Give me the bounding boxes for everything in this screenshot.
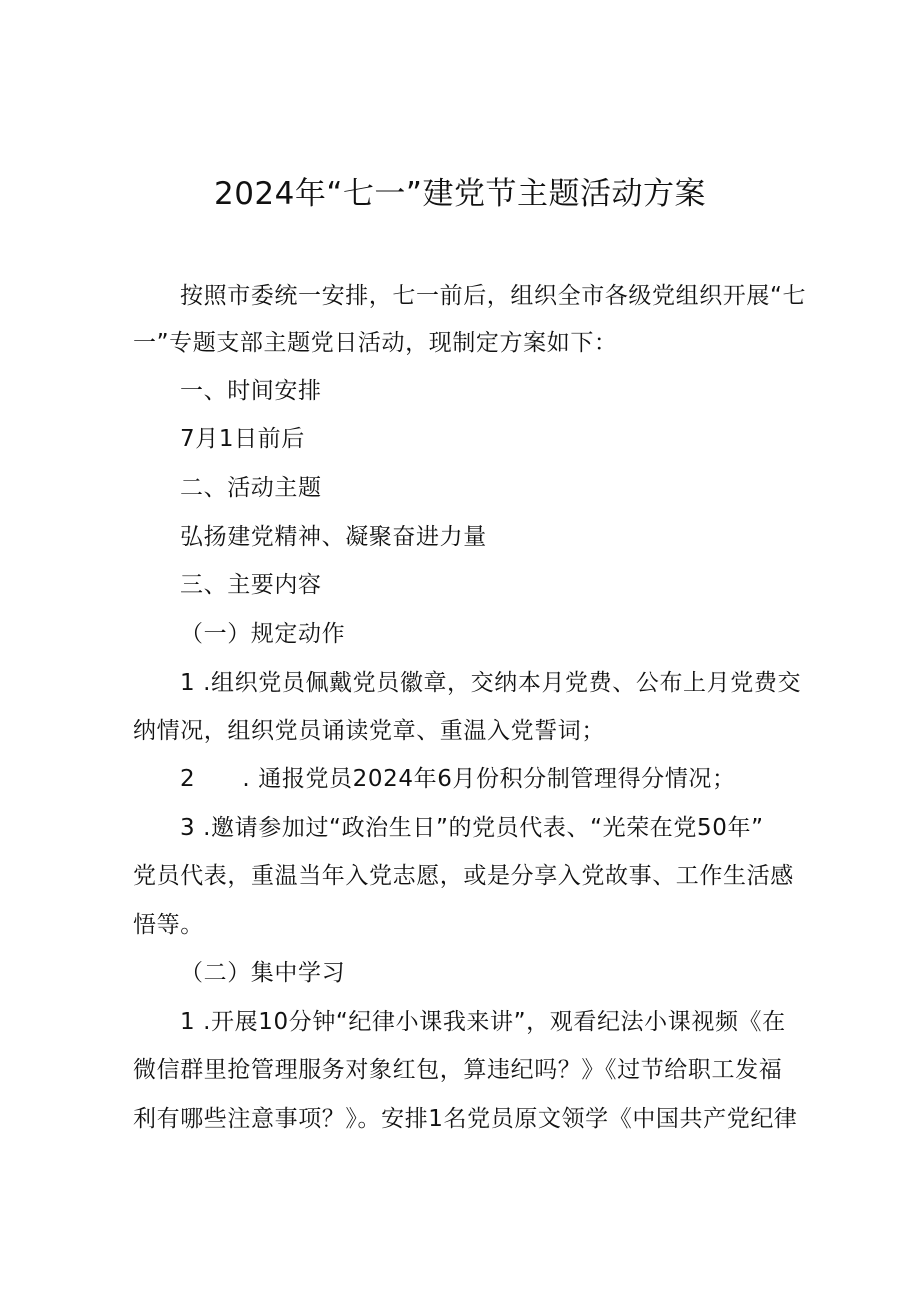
subsection-heading-study: （二）集中学习 [180, 960, 346, 986]
section-heading-content: 三、主要内容 [180, 572, 322, 598]
list-item-line: 纳情况，组织党员诵读党章、重温入党誓词； [133, 718, 605, 744]
list-item-line: 党员代表，重温当年入党志愿，或是分享入党故事、工作生活感 [133, 863, 794, 889]
paragraph-line: 7月1日前后 [180, 426, 305, 452]
list-item-line: 2 . 通报党员2024年6月份积分制管理得分情况； [180, 766, 736, 792]
list-item-line: 微信群里抢管理服务对象红包，算违纪吗？》《过节给职工发福 [133, 1057, 783, 1083]
document-title: 2024年“七一”建党节主题活动方案 [213, 176, 706, 212]
paragraph-line: 按照市委统一安排，七一前后，组织全市各级党组织开展“七 [180, 283, 807, 309]
list-item-line: 利有哪些注意事项？》。安排1名党员原文领学《中国共产党纪律 [133, 1106, 798, 1132]
section-heading-theme: 二、活动主题 [180, 475, 322, 501]
list-item-line: 3 .邀请参加过“政治生日”的党员代表、“光荣在党50年” [180, 815, 764, 841]
list-item-line: 1 .开展10分钟“纪律小课我来讲”，观看纪法小课视频《在 [180, 1009, 786, 1035]
paragraph-line: 弘扬建党精神、凝聚奋进力量 [180, 524, 487, 550]
list-item-line: 悟等。 [133, 912, 204, 938]
section-heading-time: 一、时间安排 [180, 378, 322, 404]
list-item-line: 1 .组织党员佩戴党员徽章，交纳本月党费、公布上月党费交 [180, 670, 802, 696]
subsection-heading-required: （一）规定动作 [180, 621, 346, 647]
paragraph-line: 一”专题支部主题党日活动，现制定方案如下： [133, 330, 618, 356]
